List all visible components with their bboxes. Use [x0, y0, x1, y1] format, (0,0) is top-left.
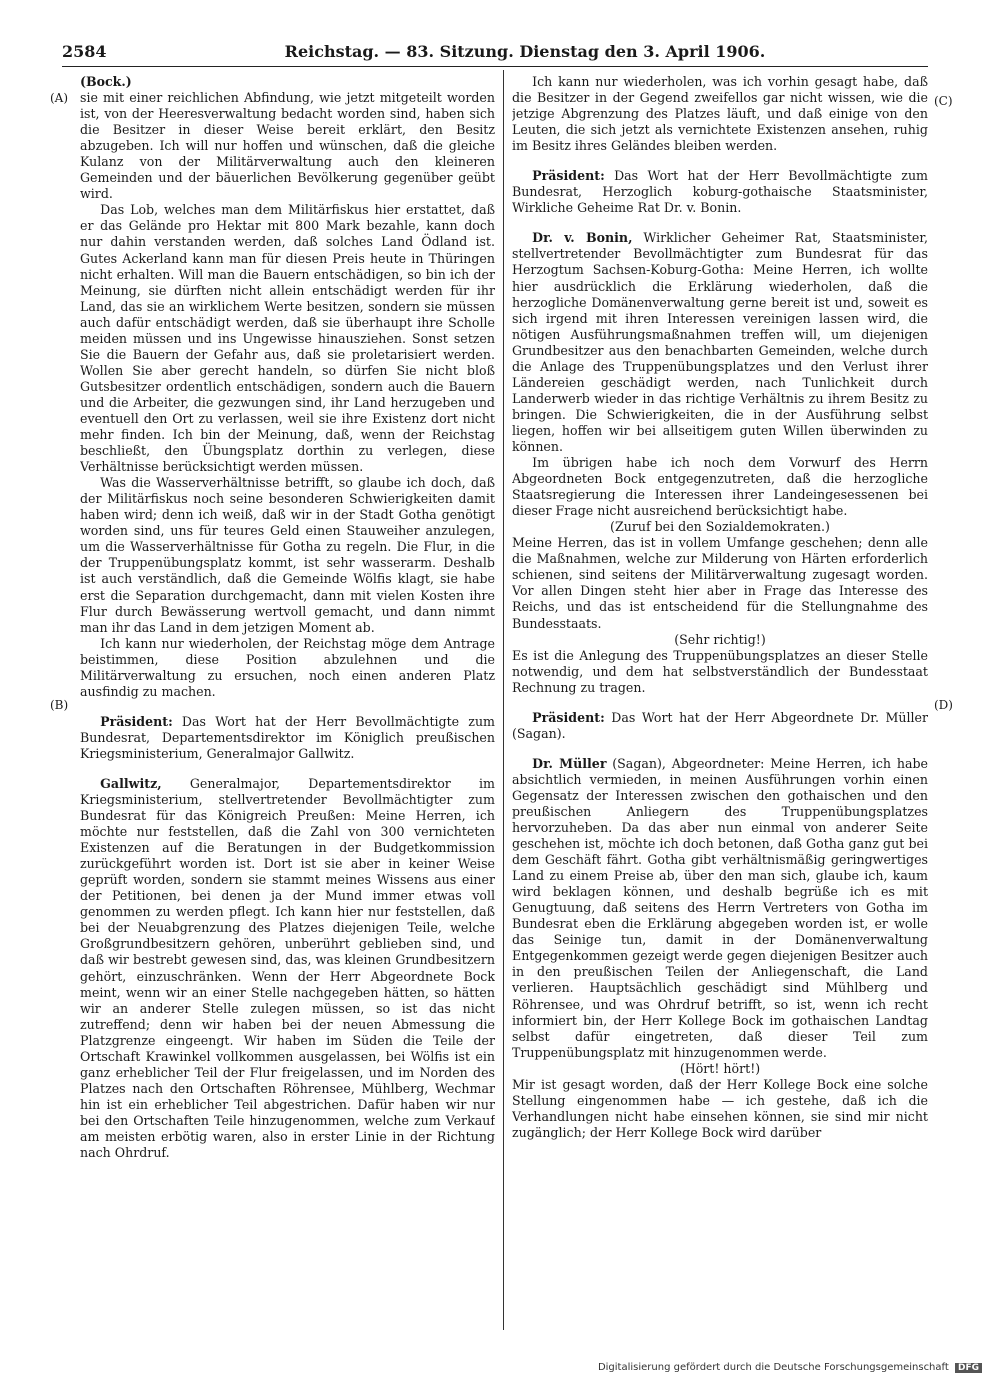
speaker-name: Gallwitz,: [100, 775, 162, 791]
speech-text: Das Wort hat der Herr Bevollmächtigte zum Bundesrat, Departementsdirektor im Königlich preußischen Kriegsministerium, Generalmajor Gallwitz.: [80, 713, 495, 761]
interjection: (Zuruf bei den Sozialdemokraten.): [610, 519, 830, 535]
digitization-footer: [598, 1362, 982, 1373]
speech-text: Wirklicher Geheimer Rat, Staatsminister, stellvertretender Bevollmächtigter zum Bundesrat für das Herzogtum Sachsen-Koburg-Gotha: Meine Herren, ich wollte hier ausdrücklich die Erklärung wiederholen, daß die herzogliche Domänenverwaltung gerne bereit ist und, soweit es sich irgend mit ihren Interessen vereinigen lassen wird, die nötigen Ausführungsmaßnahmen treffen will, um diejenigen Grundbesitzer aus den benachbarten Gemeinden, welche durch die Anlage des Truppenübungsplatzes und den Verlust ihrer Ländereien geschädigt werden, nach Tunlichkeit durch Landerwerb wieder in das richtige Verhältnis zu ihrem Besitz zu bringen. Die Schwierigkeiten, die in der Ausführung selbst liegen, hoffen wir bei allseitigem guten Willen überwinden zu können.: [512, 230, 928, 454]
speech-text: Das Wort hat der Herr Bevollmächtigte zum Bundesrat, Herzoglich koburg-gothaische Staatsminister, Wirkliche Geheime Rat Dr. v. Bonin.: [512, 168, 928, 216]
margin-note-a: (A): [50, 91, 69, 105]
speaker-name: Präsident:: [100, 713, 173, 729]
left-column: [80, 74, 495, 1330]
paragraph: Ich kann nur wiederholen, was ich vorhin gesagt habe, daß die Besitzer in der Gegend zweifellos gar nicht wissen, wie die jetzige Abgrenzung des Platzes läuft, und daß einige von den Leuten, die sich jetzt als vernichtete Existenzen ansehen, ruhig im Besitz ihres Geländes bleiben werden.: [512, 74, 928, 154]
speaker-name: Präsident:: [532, 168, 605, 184]
speech-paragraph: [80, 776, 495, 1161]
page-header: [62, 42, 928, 67]
margin-note-b: (B): [50, 698, 69, 712]
right-column: [512, 74, 928, 1330]
paragraph: sie mit einer reichlichen Abfindung, wie jetzt mitgeteilt worden ist, von der Heeresverwaltung bedacht worden sind, haben sich die Besitzer in dieser Weise bereit erklärt, den Besitz abzugeben. Ich will nur hoffen und wünschen, daß die gleiche Kulanz von der Militärverwaltung auch den kleineren Gemeinden und der bäuerlichen Bevölkerung gegenüber geübt wird.: [80, 90, 495, 202]
interjection: (Hört! hört!): [679, 1060, 761, 1076]
paragraph: Was die Wasserverhältnisse betrifft, so glaube ich doch, daß der Militärfiskus noch seine besonderen Schwierigkeiten damit haben wird; denn ich weiß, daß wir in der Stadt Gotha genötigt worden sind, uns für teures Geld einen Stauweiher anzulegen, um die Wasserverhältnisse für Gotha zu regeln. Die Flur, in die der Truppenübungsplatz kommt, ist sehr wasserarm. Deshalb ist auch verständlich, daß die Gemeinde Wölfis klagt, sie habe erst die Separation durchgemacht, dann mit vielen Kosten ihre Flur durch Bewässerung wertvoll gemacht, und dann nimmt man ihr das Land in dem jetzigen Moment ab.: [80, 475, 495, 635]
speech-paragraph: [512, 710, 928, 742]
paragraph: Es ist die Anlegung des Truppenübungsplatzes an dieser Stelle notwendig, und dem hat selbstverständlich der Bundesstaat Rechnung zu tragen.: [512, 647, 928, 695]
speech-text: Das Wort hat der Herr Abgeordnete Dr. Müller (Sagan).: [512, 709, 928, 741]
dfg-logo: DFG: [955, 1363, 982, 1373]
paragraph: Mir ist gesagt worden, daß der Herr Kollege Bock eine solche Stellung eingenommen habe — ich gestehe, daß ich die Verhandlungen nicht habe einsehen können, sie sind mir nicht zugänglich; der Herr Kollege Bock wird darüber: [512, 1076, 928, 1140]
paragraph: Meine Herren, das ist in vollem Umfange geschehen; denn alle die Maßnahmen, welche zur Milderung von Härten erforderlich schienen, sind seitens der Militärverwaltung zugesagt worden. Vor allen Dingen steht hier aber in Frage das Interesse des Reichs, und das ist entscheidend für die Stellungnahme des Bundesstaats.: [512, 535, 928, 631]
speaker-tag: (Bock.): [80, 74, 132, 89]
margin-note-c: (C): [934, 94, 953, 108]
paragraph: Im übrigen habe ich noch dem Vorwurf des Herrn Abgeordneten Bock entgegenzutreten, daß die herzogliche Staatsregierung die Interessen ihrer Landeingesessenen bei dieser Frage nicht ausreichend berücksichtigt habe.: [512, 455, 928, 519]
running-title: Reichstag. — 83. Sitzung. Dienstag den 3. April 1906.: [284, 42, 766, 61]
page-number: 2584: [62, 42, 107, 61]
speech-text: (Sagan), Abgeordneter: Meine Herren, ich habe absichtlich vermieden, in meinen Ausführungen vorhin einen Gegensatz der Interessen zwischen den gothaischen und den preußischen Anliegern des Truppenübungsplatzes hervorzuheben. Da das aber nun einmal von anderer Seite geschehen ist, möchte ich doch betonen, daß Gotha ganz gut bei dem Geschäft fährt. Gotha gibt verhältnismäßig geringwertiges Land zu einem Preise ab, über den man sich, glaube ich, kaum wird beklagen können, und deshalb begrüße ich es mit Genugtuung, daß seitens des Herrn Vertreters von Gotha im Bundesrat eben die Erklärung abgegeben worden ist, er wolle das Seinige tun, damit in der Domänenverwaltung Entgegenkommen gezeigt werde gegen diejenigen Besitzer auch in den preußischen Teilen der Anliegenschaft, die Land verlieren. Hauptsächlich geschädigt sind Mühlberg und Röhrensee, und was Ohrdruf betrifft, so ist, wenn ich recht informiert bin, der Herr Kollege Bock im gothaischen Landtag selbst dafür eingetreten, daß dieser Teil zum Truppenübungsplatz mit hinzugenommen werde.: [512, 755, 928, 1060]
speech-paragraph: [512, 168, 928, 216]
speech-paragraph: [512, 756, 928, 1061]
speaker-name: Dr. v. Bonin,: [532, 230, 633, 246]
footer-text: Digitalisierung gefördert durch die Deutsche Forschungsgemeinschaft: [597, 1362, 949, 1373]
paragraph: Das Lob, welches man dem Militärfiskus hier erstattet, daß er das Gelände pro Hektar mit 800 Mark bezahle, kann doch nur dahin verstanden werden, daß solches Land Ödland ist. Gutes Ackerland kann man für diesen Preis heute in Thüringen nicht erhalten. Will man die Bauern entschädigen, so bin ich der Meinung, sie dürften nicht allein entschädigt werden für ihr Land, das sie an wirklichem Werte besitzen, sondern sie müssen auch dafür entschädigt werden, daß sie überhaupt ihre Scholle meiden müssen und ins Ungewisse hinausziehen. Sonst setzen Sie die Bauern der Gefahr aus, daß sie proletarisiert werden. Wollen Sie aber gerecht handeln, so dürfen Sie nicht bloß Gutsbesitzer ordentlich entschädigen, sondern auch die Bauern und die Arbeiter, die gezwungen sind, ihr Land herzugeben und eventuell den Ort zu verlassen, weil sie ihre Existenz dort nicht mehr finden. Ich bin der Meinung, daß, wenn der Reichstag beschließt, den Übungsplatz dorthin zu verlegen, diese Verhältnisse berücksichtigt werden müssen.: [80, 202, 495, 475]
interjection: (Sehr richtig!): [674, 631, 766, 647]
paragraph: Ich kann nur wiederholen, der Reichstag möge dem Antrage beistimmen, diese Position abzulehnen und die Militärverwaltung zu ersuchen, noch einen anderen Platz ausfindig zu machen.: [80, 635, 495, 699]
speech-text: Generalmajor, Departementsdirektor im Kriegsministerium, stellvertretender Bevollmächtigter zum Bundesrat für das Königreich Preußen: Meine Herren, ich möchte nur feststellen, daß die Zahl von 300 vernichteten Existenzen auf die Beratungen in der Budgetkommission zurückgeführt worden ist. Dort ist sie aber in keiner Weise geprüft worden, sondern sie stammt meines Wissens aus einer der Petitionen, bei denen ja der Mund immer etwas voll genommen zu werden pflegt. Ich kann hier nur feststellen, daß bei der Neuabgrenzung des Platzes diejenigen Teile, welche Großgrundbesitzern gehören, unberührt geblieben sind, und daß wir bestrebt gewesen sind, das, was kleinen Grundbesitzern gehört, einzuschränken. Wenn der Herr Abgeordnete Bock meint, wenn wir an einer Stelle nachgegeben hätten, so hätten wir an anderer Stelle zulegen müssen, so ist das nicht zutreffend; denn wir haben bei der neuen Abmessung die Platzgrenze eingeengt. Wir haben im Süden die Teile der Ortschaft Krawinkel vollkommen ausgelassen, bei Wölfis ist ein ganz erheblicher Teil der Flur freigelassen, und im Norden des Platzes nach den Ortschaften Röhrensee, Mühlberg, Wechmar hin ist ein erheblicher Teil abgestrichen. Dafür haben wir nur bei den Ortschaften Teile hinzugenommen, welche zum Verkauf am meisten erbötig waren, also in erster Linie in der Richtung nach Ohrdruf.: [80, 775, 495, 1161]
column-divider: [503, 70, 504, 1330]
speech-paragraph: [80, 714, 495, 762]
speech-paragraph: [512, 230, 928, 455]
margin-note-d: (D): [934, 698, 953, 712]
speaker-name: Präsident:: [532, 709, 605, 725]
speaker-name: Dr. Müller: [532, 755, 607, 771]
